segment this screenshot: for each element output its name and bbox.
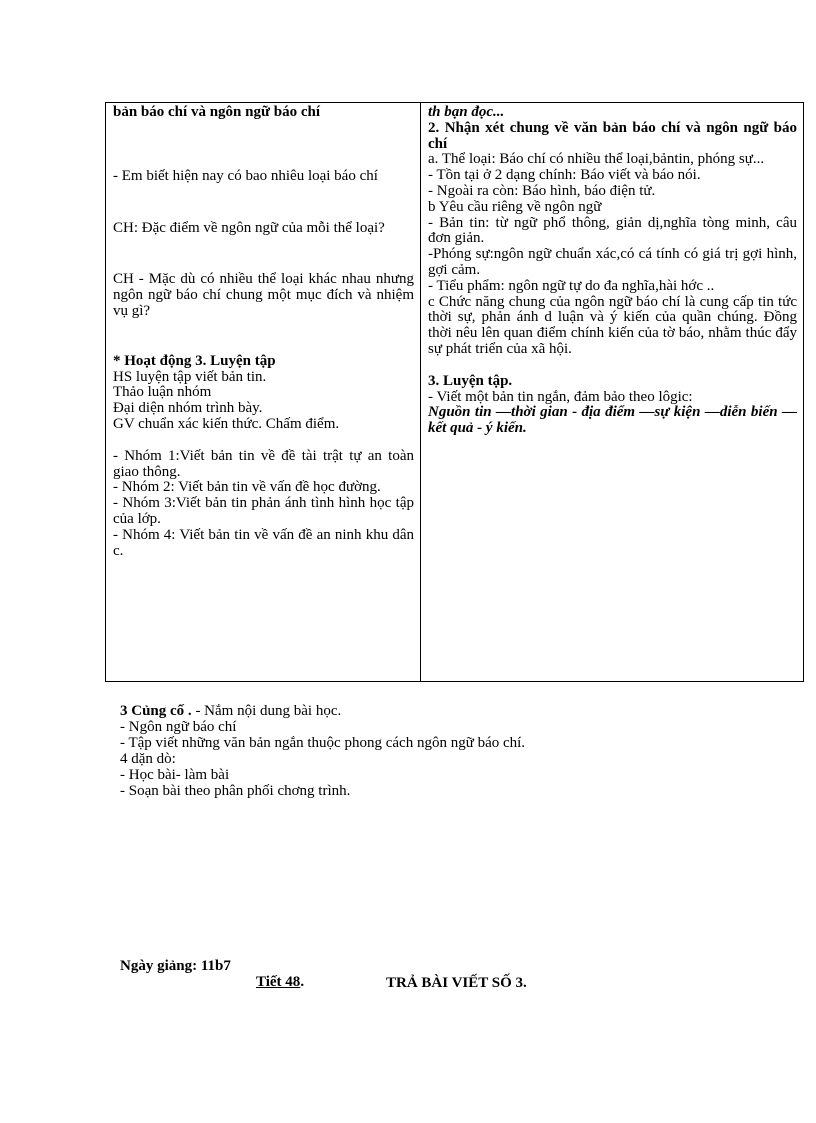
teaching-date: Ngày giảng: 11b7 [120,958,231,974]
lesson-heading: TRẢ BÀI VIẾT SỐ 3. [386,975,527,991]
footer-line: - Học bài- làm bài [120,767,230,783]
question-2: CH: Đặc điểm về ngôn ngữ của mỗi thể loại? [113,219,385,236]
footer-line: 4 dặn dò: [120,751,176,767]
left-title: bản báo chí và ngôn ngữ báo chí [113,104,320,120]
activity-line: Thảo luận nhóm [113,384,212,401]
content-line: - Tiểu phẩm: ngôn ngữ tự do đa nghĩa,hài hớc .. [428,277,715,294]
lesson-table [105,102,804,682]
section-2-title: 2. Nhận xét chung về văn bản báo chí và ngôn ngữ báo chí [428,119,797,152]
activity-line: Đại diện nhóm trình bày. [113,400,263,417]
activity-title: * Hoạt động 3. Luyện tập [113,352,276,369]
consolidation-section [120,703,525,799]
question-1: - Em biết hiện nay có bao nhiêu loại báo chí [113,167,378,184]
content-line: a. Thể loại: Báo chí có nhiều thể loại,bảntin, phóng sự... [428,151,765,168]
lesson-number-dot: . [300,974,305,990]
activity-line: GV chuẩn xác kiến thức. Chấm điểm. [113,415,340,432]
content-line: b Yêu cầu riêng về ngôn ngữ [428,198,602,215]
cungco-text: - Nắm nội dung bài học. [191,703,342,719]
content-line: - Tồn tại ở 2 dạng chính: Báo viết và báo nói. [428,167,701,184]
section-3-line: - Viết một bản tin ngắn, đảm bảo theo lôgic: [428,388,693,405]
footer-line: - Soạn bài theo phân phối chơng trình. [120,783,351,799]
section-3-title: 3. Luyện tập. [428,372,513,389]
group-task: - Nhóm 1:Viết bản tin về đề tài trật tự an toàn giao thông. [113,447,414,480]
content-line: c Chức năng chung của ngôn ngữ báo chí là cung cấp tin tức thời sự, phản ánh d luận và ý kiến của quần chúng. Đồng thời nêu lên quan điểm chính kiến của tờ báo, nhằm thúc đẩy sự phát triển của xã hội. [428,293,797,357]
footer-line: - Ngôn ngữ báo chí [120,719,237,735]
cungco-label: 3 Củng cố . [120,703,192,719]
right-column [421,103,804,682]
content-line: - Ngoài ra còn: Báo hình, báo điện tử. [428,182,656,199]
question-3: CH - Mặc dù có nhiều thể loại khác nhau nhưng ngôn ngữ báo chí chung một mục đích và nhiệm vụ gì? [113,271,414,319]
group-task: - Nhóm 4: Viết bản tin về vấn đề an ninh khu dân c. [113,526,414,559]
content-line: -Phóng sự:ngôn ngữ chuẩn xác,có cá tính có giá trị gợi hình, gợi cảm. [428,246,797,278]
right-top-line: th bạn đọc... [428,104,505,120]
content-line: - Bản tin: từ ngữ phổ thông, giản dị,nghĩa tòng minh, câu đơn giản. [428,214,797,247]
lesson-number-label: Tiết 48 [256,974,301,990]
left-column [106,103,421,682]
group-task: - Nhóm 3:Viết bản tin phản ánh tình hình học tập của lớp. [113,495,414,527]
activity-line: HS luyện tập viết bản tin. [113,368,267,385]
footer-line: - Tập viết những văn bản ngắn thuộc phong cách ngôn ngữ báo chí. [120,735,526,751]
group-task: - Nhóm 2: Viết bản tin về vấn đề học đường. [113,479,381,496]
lesson-number [256,974,304,991]
section-3-formula: Nguồn tin —thời gian - địa điểm —sự kiện —diễn biến —kết quả - ý kiến. [428,404,797,437]
